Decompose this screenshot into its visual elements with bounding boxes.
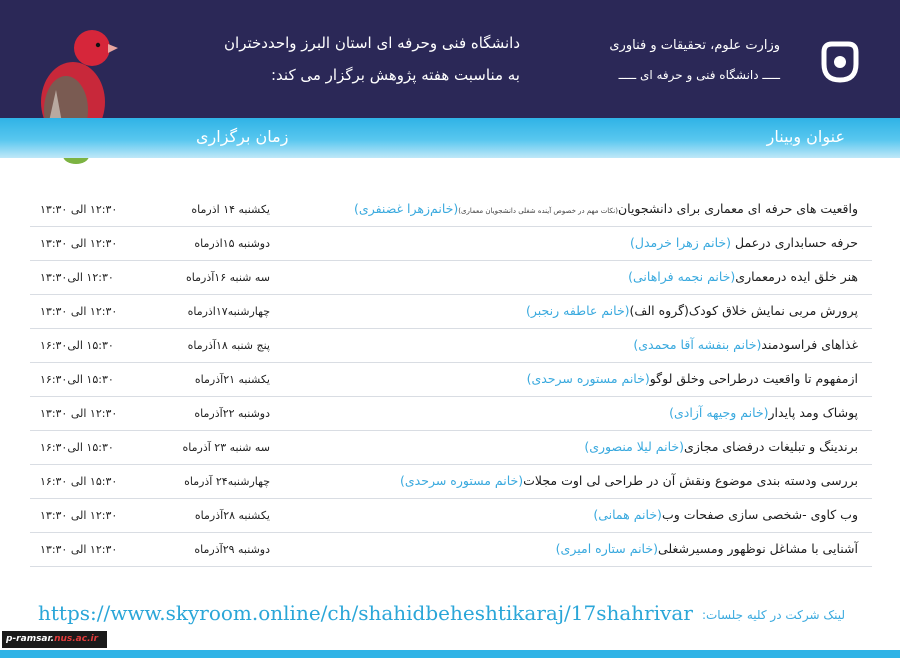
webinar-title	[584, 439, 858, 454]
presenter-name: (خانم زهرا خرمدل)	[630, 235, 731, 250]
presenter-name: (خانم وجیهه آزادی)	[669, 405, 769, 420]
session-time: ۱۵:۳۰ الی۱۶:۳۰	[40, 373, 114, 386]
presenter-name: (خانم مستوره سرحدی)	[400, 473, 524, 488]
webinar-title-text: هنر خلق ایده درمعماری	[735, 269, 858, 284]
university-logo-icon	[818, 40, 862, 84]
schedule-row	[30, 227, 872, 261]
link-label: لینک شرکت در کلیه جلسات:	[701, 608, 845, 622]
schedule-row	[30, 295, 872, 329]
session-date: یکشنبه ۲۸آذرماه	[194, 509, 270, 522]
schedule-row	[30, 363, 872, 397]
webinar-title-text: پوشاک ومد پایدار	[768, 405, 858, 420]
ministry-title: وزارت علوم، تحقیقات و فناوری	[609, 38, 780, 53]
ministry-subtitle: ـــــ دانشگاه فنی و حرفه ای ـــــ	[618, 68, 780, 82]
webinar-title	[354, 201, 858, 216]
webinar-title-text: حرفه حسابداری درعمل	[731, 235, 858, 250]
session-date: پنج شنبه ۱۸آذرماه	[187, 339, 270, 352]
presenter-name: (خانم لیلا منصوری)	[584, 439, 685, 454]
webinar-title-text: واقعیت های حرفه ای معماری برای دانشجویان	[617, 201, 858, 216]
schedule-row	[30, 397, 872, 431]
session-time: ۱۲:۳۰ الی۱۳:۳۰	[40, 271, 114, 284]
webinar-title-text: ازمفهوم تا واقعیت درطراحی وخلق لوگو	[649, 371, 858, 386]
university-title: دانشگاه فنی وحرفه ای استان البرز واحددختران	[224, 34, 520, 52]
presenter-name: (خانم عاطفه رنجبر)	[526, 303, 630, 318]
webinar-title	[526, 303, 858, 318]
column-header-time: زمان برگزاری	[196, 127, 289, 146]
session-time: ۱۲:۳۰ الی ۱۳:۳۰	[40, 305, 118, 318]
webinar-note: (نکات مهم در خصوص آینده شغلی دانشجویان معماری)	[458, 207, 618, 215]
webinar-title	[633, 337, 858, 352]
column-header-title: عنوان وبینار	[766, 127, 845, 146]
webinar-title	[527, 371, 858, 386]
badge-prefix: p-ramsar.	[6, 634, 55, 644]
session-date: سه شنبه ۲۳ آذرماه	[182, 441, 270, 454]
session-date: چهارشنبه۲۴ آذرماه	[184, 475, 270, 488]
badge-domain: nus.ac.ir	[54, 634, 99, 644]
session-date: دوشنبه ۲۹آذرماه	[194, 543, 270, 556]
session-date: دوشنبه ۲۲آذرماه	[194, 407, 270, 420]
session-time: ۱۲:۳۰ الی ۱۳:۳۰	[40, 543, 118, 556]
session-date: یکشنبه ۲۱آذرماه	[194, 373, 270, 386]
event-subtitle: به مناسبت هفته پژوهش برگزار می کند:	[271, 66, 520, 84]
webinar-title-text: برندینگ و تبلیغات درفضای مجازی	[684, 439, 858, 454]
session-date: یکشنبه ۱۴ اذرماه	[191, 203, 270, 216]
presenter-name: (خانم نجمه فراهانی)	[628, 269, 736, 284]
schedule-row	[30, 431, 872, 465]
session-time: ۱۲:۳۰ الی ۱۳:۳۰	[40, 509, 118, 522]
session-time: ۱۲:۳۰ الی ۱۳:۳۰	[40, 407, 118, 420]
schedule-row	[30, 329, 872, 363]
schedule-row	[30, 193, 872, 227]
webinar-title-text: پرورش مربی نمایش خلاق کودک(گروه الف)	[629, 303, 858, 318]
presenter-name: (خانم ستاره امیری)	[555, 541, 658, 556]
session-date: چهارشنبه۱۷اذرماه	[187, 305, 270, 318]
webinar-title	[628, 269, 858, 284]
session-time: ۱۲:۳۰ الی ۱۳:۳۰	[40, 237, 118, 250]
webinar-schedule-table	[30, 193, 872, 567]
webinar-title-text: بررسی ودسته بندی موضوع ونقش آن در طراحی لی اوت مجلات	[523, 473, 858, 488]
presenter-name: (خانم‌زهرا غضنفری)	[354, 201, 459, 216]
session-link[interactable]: https://www.skyroom.online/ch/shahidbeheshtikaraj/17shahrivar	[38, 601, 693, 625]
presenter-name: (خانم مستوره سرحدی)	[526, 371, 650, 386]
webinar-title	[400, 473, 858, 488]
webinar-title	[630, 235, 858, 250]
presenter-name: (خانم بنفشه آقا محمدی)	[633, 337, 762, 352]
schedule-row	[30, 261, 872, 295]
presenter-name: (خانم همانی)	[593, 507, 662, 522]
webinar-title-text: وب کاوی -شخصی سازی صفحات وب	[661, 507, 858, 522]
schedule-row	[30, 465, 872, 499]
webinar-title-text: غذاهای فراسودمند	[761, 337, 858, 352]
session-time: ۱۵:۳۰ الی۱۶:۳۰	[40, 339, 114, 352]
session-time: ۱۵:۳۰ الی۱۶:۳۰	[40, 441, 114, 454]
webinar-title	[556, 541, 858, 556]
footer-strip	[0, 650, 900, 658]
column-header-bar	[0, 118, 900, 158]
site-badge	[2, 631, 107, 648]
session-time: ۱۵:۳۰ الی ۱۶:۳۰	[40, 475, 118, 488]
webinar-title	[593, 507, 858, 522]
webinar-title	[669, 405, 858, 420]
schedule-row	[30, 533, 872, 567]
session-time: ۱۲:۳۰ الی ۱۳:۳۰	[40, 203, 118, 216]
session-date: دوشنبه ۱۵اذرماه	[194, 237, 270, 250]
webinar-title-text: آشنایی با مشاغل نوظهور ومسیرشغلی	[657, 541, 858, 556]
header-banner	[0, 0, 900, 118]
session-date: سه شنبه ۱۶آذرماه	[186, 271, 270, 284]
schedule-row	[30, 499, 872, 533]
